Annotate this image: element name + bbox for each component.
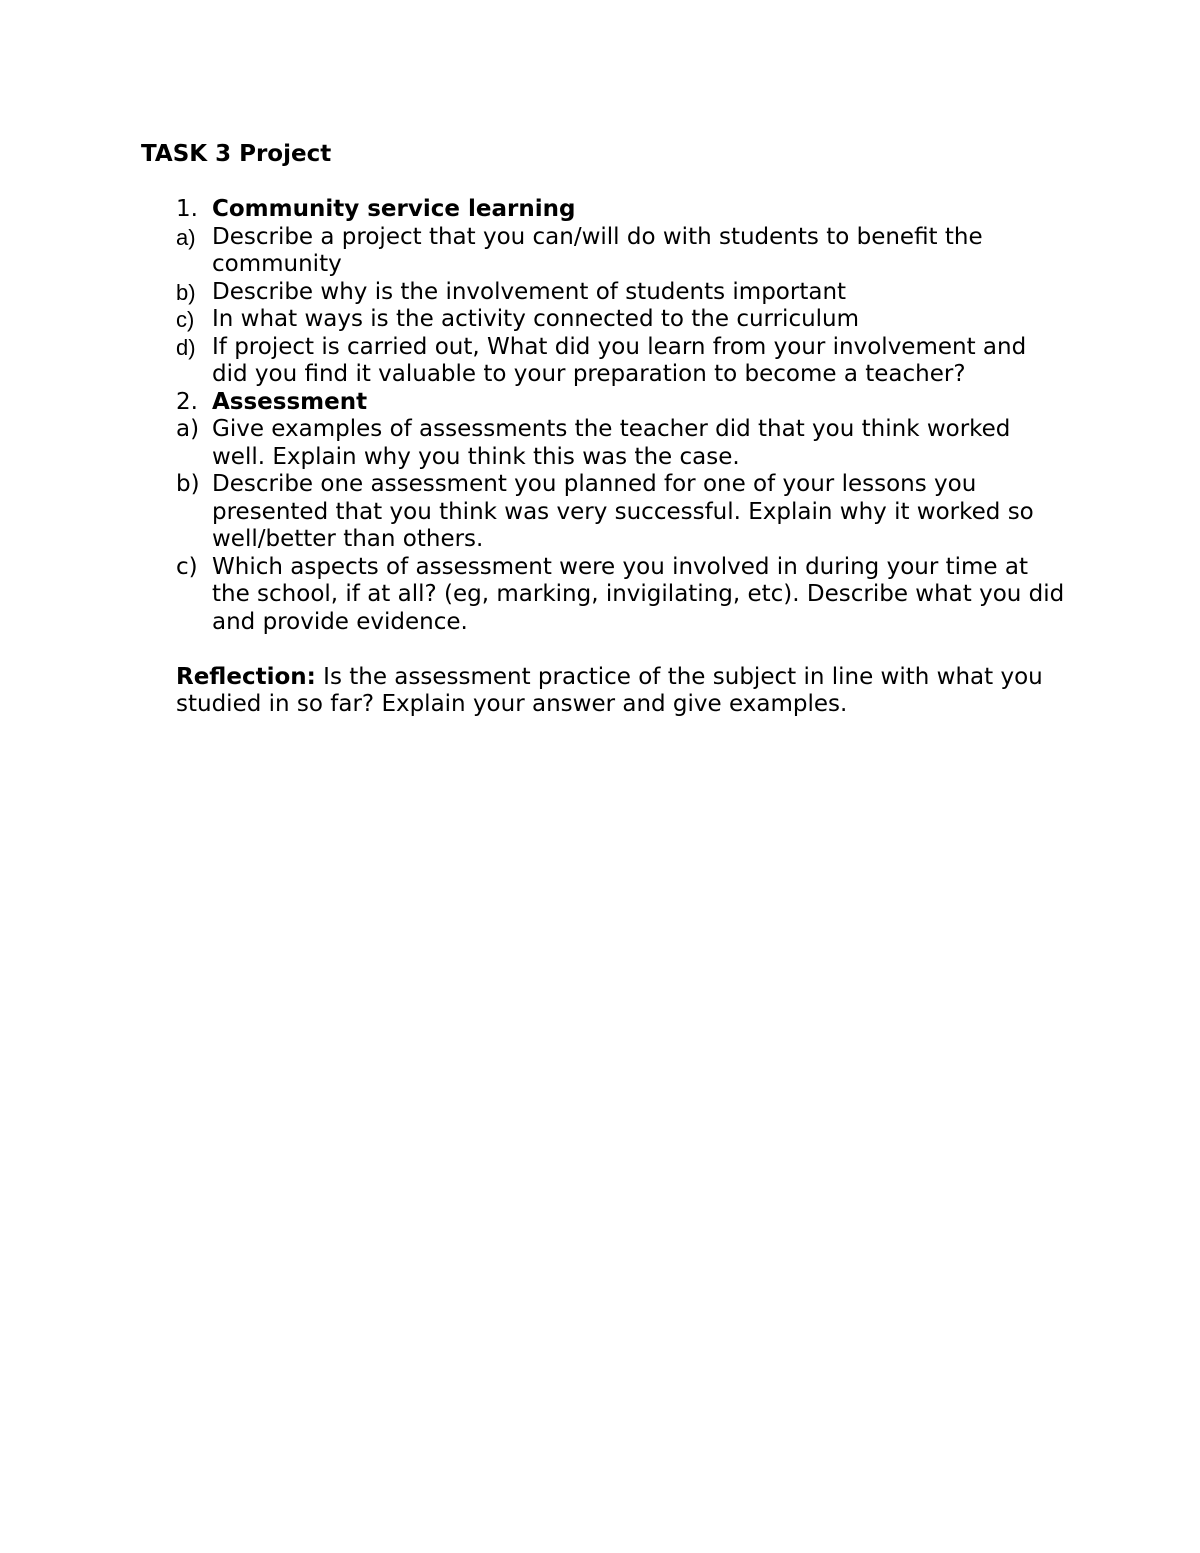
section-2-heading: Assessment <box>212 388 368 415</box>
item-text: Give examples of assessments the teacher did that you think worked well. Explain why you think this was the case. <box>212 416 1011 470</box>
item-text: In what ways is the activity connected to the curriculum <box>212 306 860 332</box>
section-1-item-a <box>176 224 1066 279</box>
item-text: If project is carried out, What did you learn from your involvement and did you find it valuable to your preparation to become a teacher? <box>212 333 1027 387</box>
item-marker: c) <box>176 307 195 332</box>
section-1-item-d <box>176 334 1066 389</box>
section-2-heading-row <box>176 389 1066 417</box>
section-1-number: 1. <box>176 196 198 222</box>
section-1-heading-row <box>176 196 1066 224</box>
item-marker: a) <box>176 224 196 250</box>
item-text: Describe one assessment you planned for one of your lessons you presented that you think was very successful. Explain why it worked so well/better than others. <box>212 471 1034 552</box>
section-2-item-b <box>176 471 1066 554</box>
item-marker: a) <box>176 416 200 442</box>
reflection-label: Reflection: <box>176 663 316 690</box>
item-text: Describe why is the involvement of students important <box>212 278 847 305</box>
item-text: Which aspects of assessment were you involved in during your time at the school, if at all? (eg, marking, invigilating, etc). Describe what you did and provide evidence. <box>212 553 1065 635</box>
document-body <box>176 196 1066 719</box>
reflection-paragraph <box>176 664 1066 719</box>
section-2-item-a <box>176 416 1066 471</box>
section-1-item-b <box>176 279 1066 307</box>
item-marker: b) <box>176 279 196 305</box>
item-marker: c) <box>176 553 198 580</box>
reflection-text: Is the assessment practice of the subject in line with what you studied in so far? Explain your answer and give examples. <box>176 663 1043 717</box>
item-text: Describe a project that you can/will do with students to benefit the community <box>212 223 983 277</box>
section-2-number: 2. <box>176 388 198 415</box>
section-2-item-c <box>176 554 1066 637</box>
document-title: TASK 3 Project <box>141 141 332 167</box>
section-1-item-c <box>176 306 1066 334</box>
item-marker: d) <box>176 334 196 360</box>
item-marker: b) <box>176 471 200 497</box>
section-1-heading: Community service learning <box>212 196 576 222</box>
